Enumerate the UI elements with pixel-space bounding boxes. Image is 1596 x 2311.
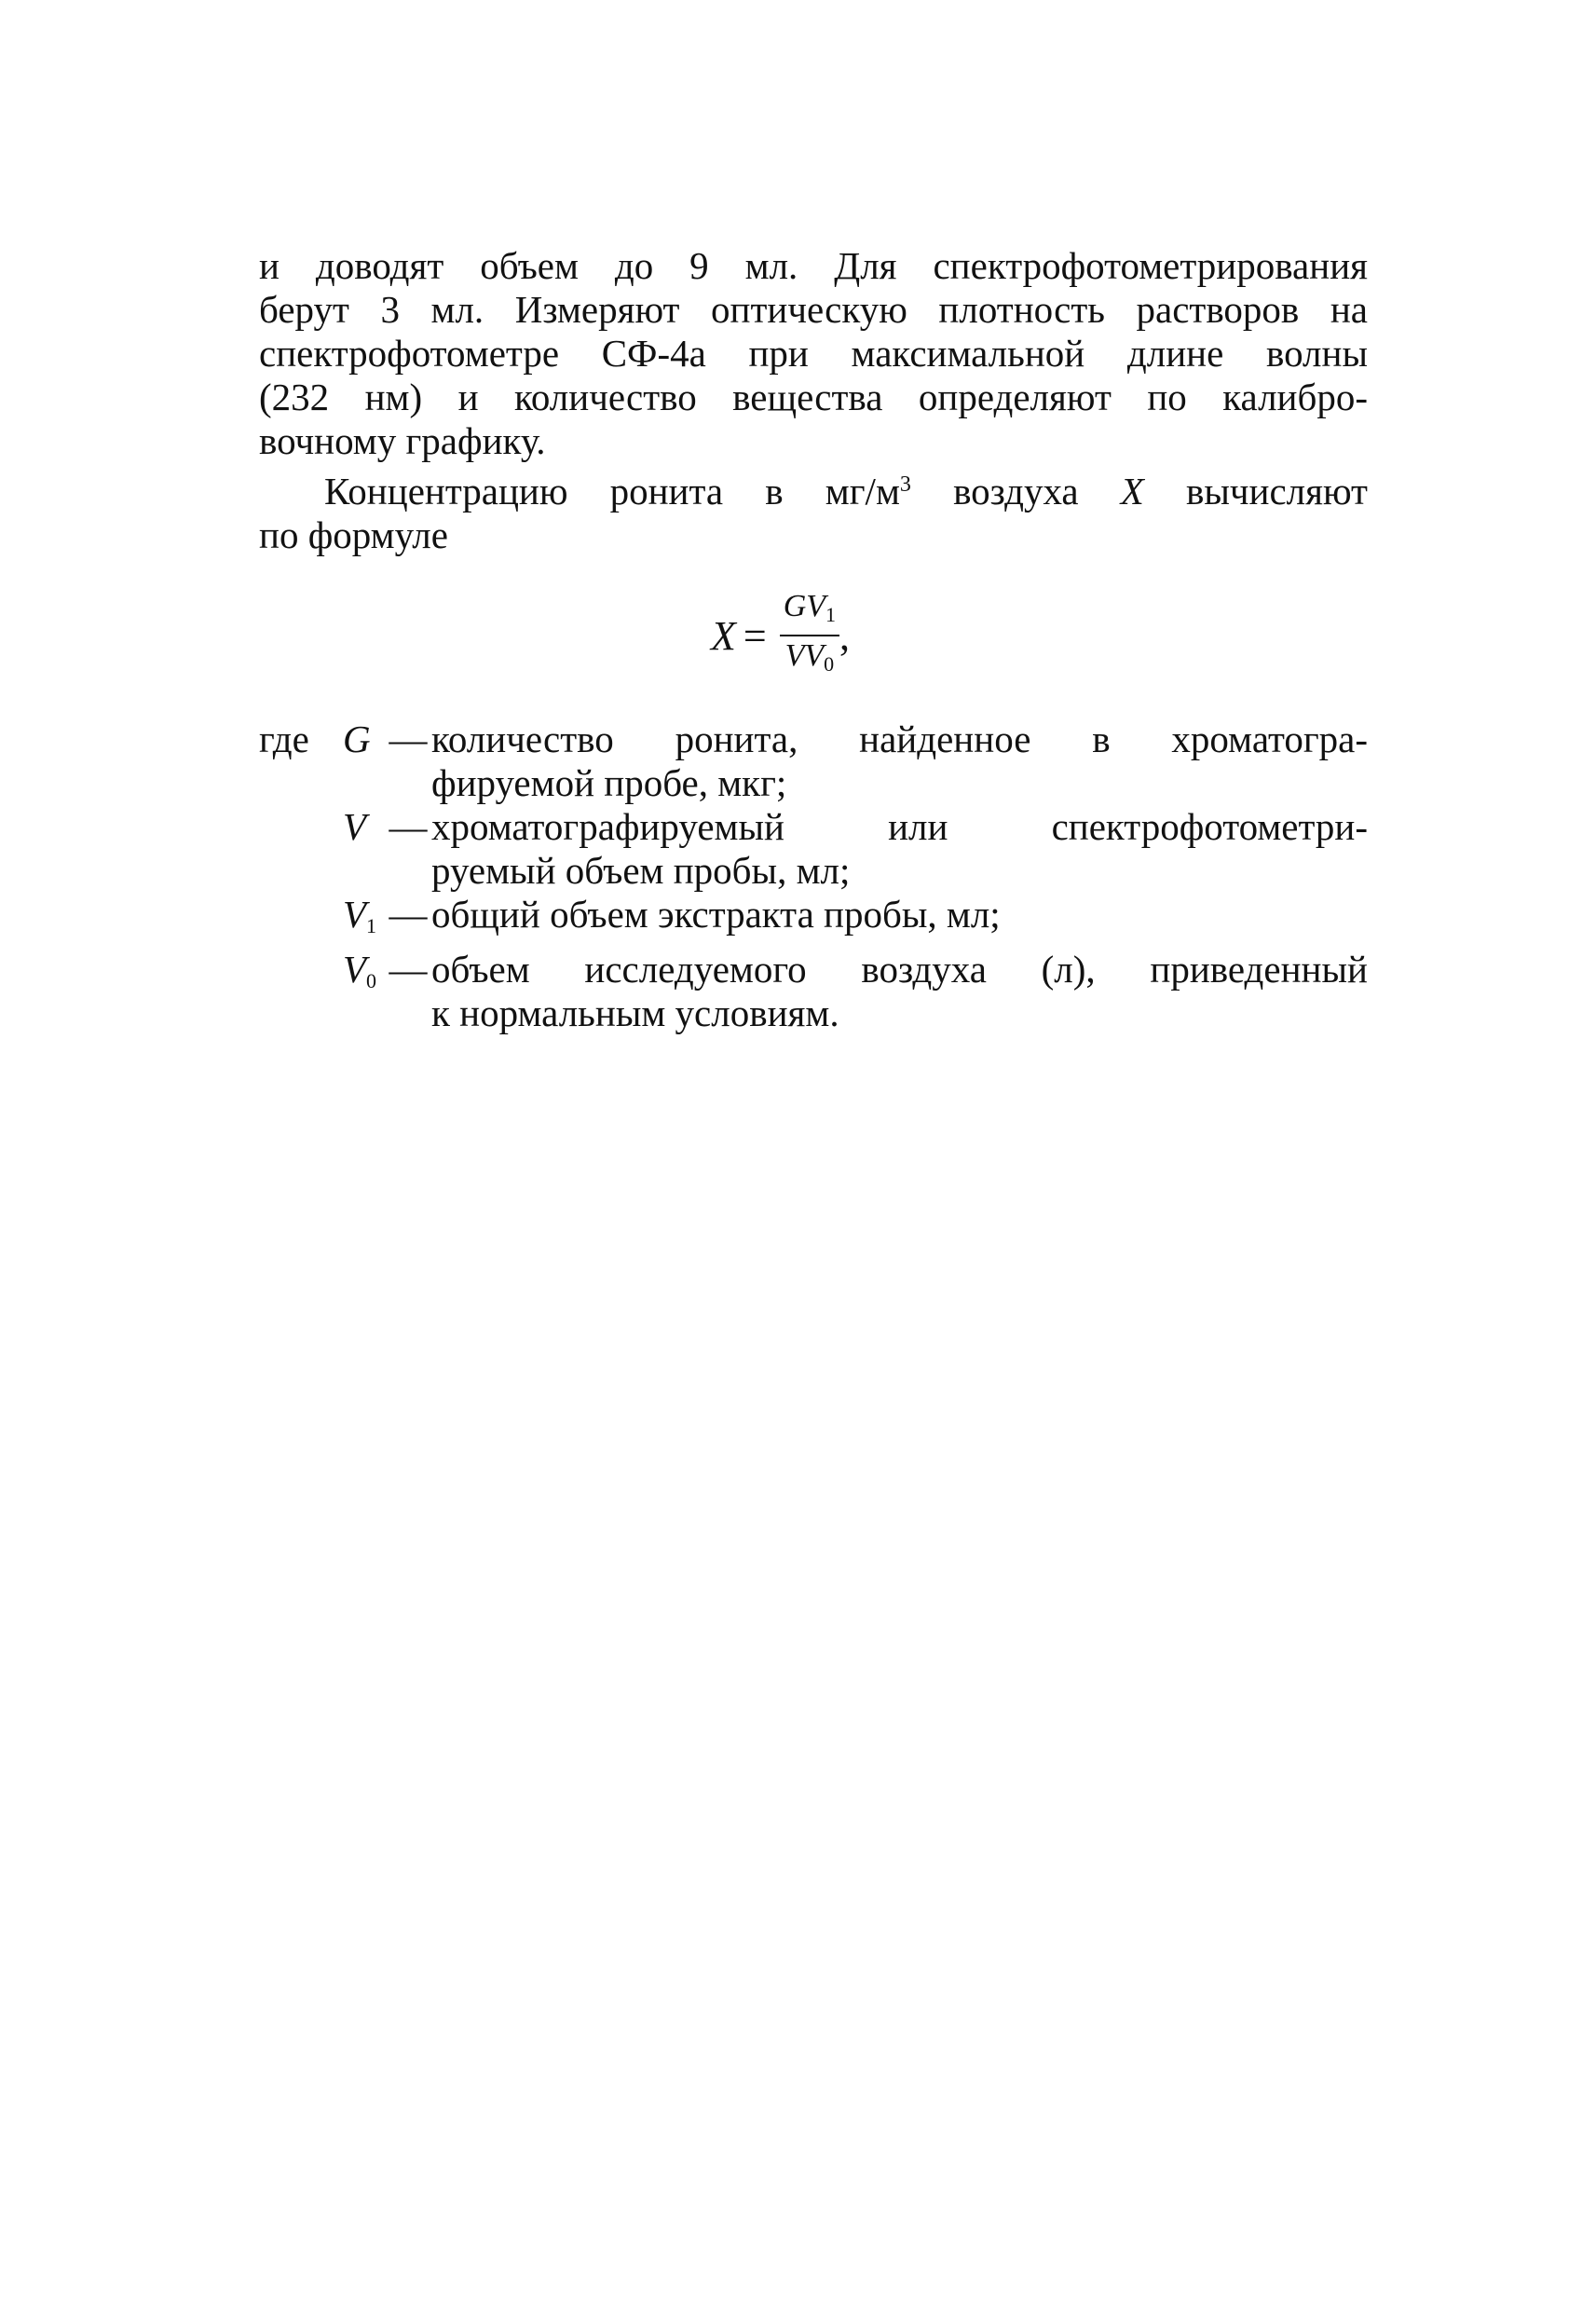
text-line: количество ронита, найденное в хроматогра-: [431, 718, 1368, 760]
variable-x: X: [1120, 470, 1144, 513]
text-line: спектрофотометре СФ-4а при максимальной длине волны: [259, 332, 1368, 375]
denominator-main: VV: [784, 638, 825, 673]
legend-symbol: [343, 718, 385, 761]
legend-dash: —: [389, 718, 428, 760]
legend-item-v: [259, 805, 1368, 893]
text-line: фируемой пробе, мкг;: [431, 761, 787, 804]
text-line: руемый объем пробы, мл;: [431, 849, 851, 892]
legend-description: [431, 805, 1368, 893]
numerator-main: GV: [783, 589, 826, 623]
variable-legend: [259, 718, 1368, 1035]
document-body: [259, 244, 1368, 1035]
formula-comma: ,: [839, 612, 851, 659]
text-fragment: воздуха: [910, 470, 1121, 513]
legend-item-g: [259, 718, 1368, 805]
paragraph-concentration: [259, 463, 1368, 557]
text-line: объем исследуемого воздуха (л), приведенный: [431, 948, 1368, 991]
formula-equals: =: [743, 612, 767, 659]
text-fragment: вычисляют: [1143, 470, 1368, 513]
legend-description: [431, 718, 1368, 805]
formula: [711, 589, 850, 682]
formula-denominator: [782, 636, 839, 682]
symbol-subscript: 1: [366, 914, 377, 937]
text-line: вочному графику.: [259, 419, 546, 462]
formula-block: [259, 576, 1368, 706]
formula-lhs: X: [711, 612, 736, 659]
legend-description: [431, 893, 1368, 937]
symbol-main: G: [343, 718, 371, 760]
text-line: берут 3 мл. Измеряют оптическую плотность растворов на: [259, 288, 1368, 331]
formula-fraction: [780, 589, 839, 682]
text-line: к нормальным условиям.: [431, 991, 839, 1034]
superscript: 3: [899, 472, 911, 497]
paragraph-procedure: [259, 244, 1368, 463]
legend-dash: —: [389, 805, 428, 848]
text-line: общий объем экстракта пробы, мл;: [431, 893, 1001, 936]
numerator-subscript: 1: [825, 603, 837, 626]
text-line: (232 нм) и количество вещества определяют по калибро-: [259, 376, 1368, 418]
legend-dash: —: [389, 893, 428, 936]
legend-symbol: [343, 948, 385, 1003]
denominator-subscript: 0: [824, 652, 835, 676]
legend-symbol: [343, 805, 385, 849]
symbol-main: V: [343, 948, 367, 991]
legend-item-v1: [259, 893, 1368, 948]
text-line: и доводят объем до 9 мл. Для спектрофотометрирования: [259, 244, 1368, 287]
legend-description: [431, 948, 1368, 1035]
text-line: по формуле: [259, 513, 448, 556]
legend-item-v0: [259, 948, 1368, 1035]
legend-lead: где: [259, 718, 309, 760]
legend-symbol: [343, 893, 385, 948]
text-fragment: Концентрацию ронита в мг/м: [324, 470, 900, 513]
symbol-main: V: [343, 893, 367, 936]
text-line: хроматографируемый или спектрофотометри-: [431, 805, 1368, 848]
legend-dash: —: [389, 948, 428, 991]
text-line: [259, 463, 1368, 513]
formula-numerator: [780, 589, 839, 636]
symbol-subscript: 0: [366, 969, 377, 992]
symbol-main: V: [343, 805, 367, 848]
